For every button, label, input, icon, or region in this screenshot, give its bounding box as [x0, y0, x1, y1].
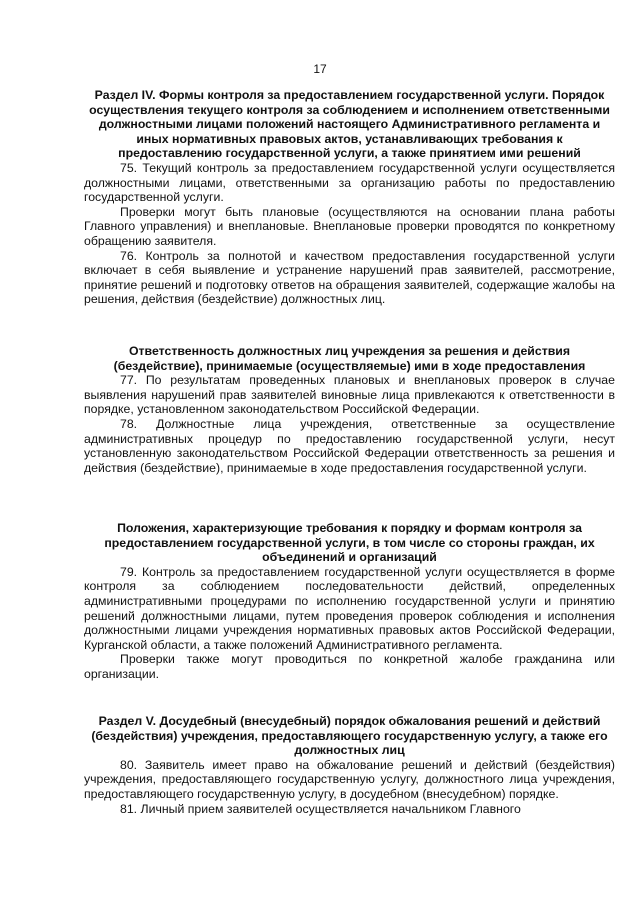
paragraph-checks: Проверки могут быть плановые (осуществляются на основании плана работы Главного управления) и внеплановые. Внеплановые проверки проводятся по конкретному обращению заявителя.	[84, 204, 615, 248]
paragraph-checks-complaint: Проверки также могут проводиться по конкретной жалобе гражданина или организации.	[84, 652, 615, 681]
paragraph-81: 81. Личный прием заявителей осуществляется начальником Главного	[120, 801, 521, 816]
paragraph-79: 79. Контроль за предоставлением государственной услуги осуществляется в форме контроля за соблюдением последовательности действий, определенных административными процедурами по исполнению государственной услуги и принятию решений должностными лицами, путем проведения проверок соблюдения и исполнения должностными лицами учреждения нормативных правовых актов Российской Федерации, Курганской области, а также положений Административного регламента.	[84, 564, 615, 652]
paragraph-76: 76. Контроль за полнотой и качеством предоставления государственной услуги включает в себя выявление и устранение нарушений прав заявителей, рассмотрение, принятие решений и подготовку ответов на обращения заявителей, содержащие жалобы на решения, действия (бездействие) должностных лиц.	[84, 248, 615, 307]
paragraph-78: 78. Должностные лица учреждения, ответственные за осуществление административных процедур по предоставлению государственной услуги, несут установленную законодательством Российской Федерации ответственность за решения и действия (бездействие), принимаемые в ходе предоставления государственной услуги.	[84, 416, 615, 475]
section-5	[84, 714, 615, 816]
section-4-heading: Раздел IV. Формы контроля за предоставлением государственной услуги. Порядок осуществления текущего контроля за соблюдением и исполнением ответственными должностными лицами положений настоящего Административного регламента и иных нормативных правовых актов, устанавливающих требования к предоставлению государственной услуги, а также принятием ими решений	[89, 88, 610, 161]
responsibility-heading: Ответственность должностных лиц учреждения за решения и действия (бездействие), принимаемые (осуществляемые) ими в ходе предоставления	[113, 344, 586, 373]
section-control-provisions	[84, 521, 615, 682]
paragraph-75: 75. Текущий контроль за предоставлением государственной услуги осуществляется должностными лицами, ответственными за организацию работы по предоставлению государственной услуги.	[84, 160, 615, 205]
page-number: 17	[313, 62, 327, 76]
section-5-heading: Раздел V. Досудебный (внесудебный) порядок обжалования решений и действий (бездействия) учреждения, предоставляющего государственную услугу, а также его должностных лиц	[91, 714, 608, 758]
paragraph-80: 80. Заявитель имеет право на обжалование решений и действий (бездействия) учреждения, предоставляющего государственную услугу, должностного лица учреждения, предоставляющего государственную услугу, в досудебном (внесудебном) порядке.	[84, 757, 615, 801]
section-4	[84, 88, 615, 307]
control-provisions-heading: Положения, характеризующие требования к порядку и формам контроля за предоставлением государственной услуги, в том числе со стороны граждан, их объединений и организаций	[104, 521, 595, 565]
section-responsibility	[84, 344, 615, 475]
paragraph-77: 77. По результатам проведенных плановых и внеплановых проверок в случае выявления нарушений прав заявителей виновные лица привлекаются к ответственности в порядке, установленном законодательством Российской Федерации.	[84, 373, 615, 417]
